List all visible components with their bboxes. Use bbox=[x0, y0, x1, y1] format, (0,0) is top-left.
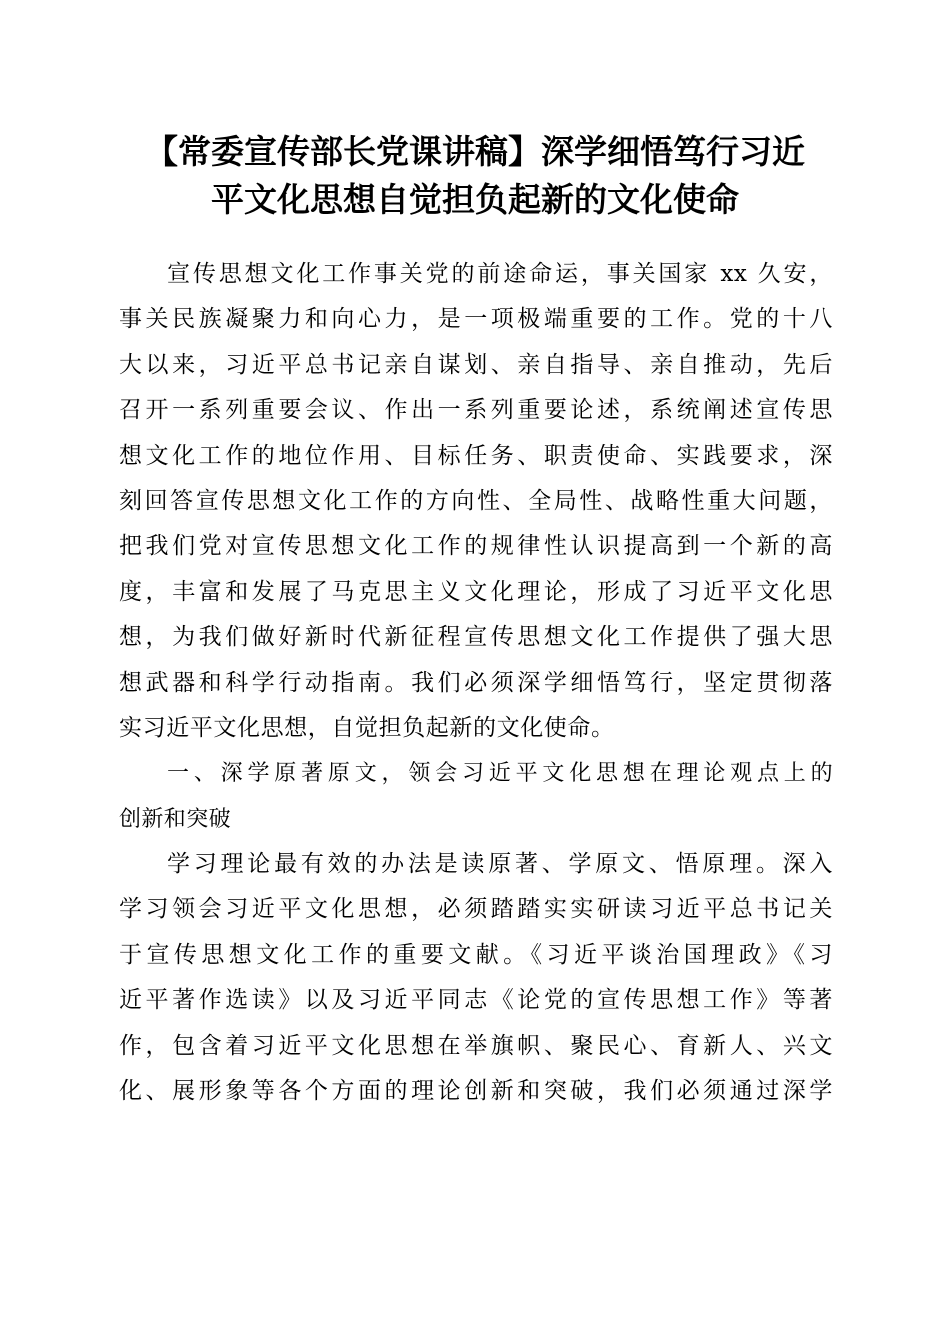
title-line: 平文化思想自觉担负起新的文化使命 bbox=[211, 180, 739, 219]
text-line: 学习理论最有效的办法是读原著、学原文、悟原理。深入 bbox=[167, 851, 833, 878]
paragraph-intro bbox=[119, 252, 833, 751]
text-line: 作，包含着习近平文化思想在举旗帜、聚民心、育新人、兴文 bbox=[119, 1032, 833, 1059]
text-line: 近平著作选读》以及习近平同志《论党的宣传思想工作》等著 bbox=[119, 987, 833, 1014]
text-line: 刻回答宣传思想文化工作的方向性、全局性、战略性重大问题， bbox=[119, 487, 833, 514]
text-line: 宣传思想文化工作事关党的前途命运，事关国家 xx 久安， bbox=[167, 261, 833, 287]
text-line: 事关民族凝聚力和向心力，是一项极端重要的工作。党的十八 bbox=[119, 306, 833, 333]
text-line: 召开一系列重要会议、作出一系列重要论述，系统阐述宣传思 bbox=[119, 397, 833, 424]
document-title bbox=[100, 128, 850, 224]
text-line: 学习领会习近平文化思想，必须踏踏实实研读习近平总书记关 bbox=[119, 896, 833, 923]
text-line: 把我们党对宣传思想文化工作的规律性认识提高到一个新的高 bbox=[119, 533, 833, 560]
section-heading-1 bbox=[119, 751, 833, 842]
text-line: 想文化工作的地位作用、目标任务、职责使命、实践要求，深 bbox=[119, 442, 833, 469]
paragraph-section-1 bbox=[119, 842, 833, 1114]
heading-line: 创新和突破 bbox=[119, 806, 232, 832]
text-line: 想武器和科学行动指南。我们必须深学细悟笃行，坚定贯彻落 bbox=[119, 669, 833, 696]
text-line: 于宣传思想文化工作的重要文献。《习近平谈治国理政》《习 bbox=[119, 941, 833, 968]
text-line: 度，丰富和发展了马克思主义文化理论，形成了习近平文化思 bbox=[119, 578, 833, 605]
text-line: 化、展形象等各个方面的理论创新和突破，我们必须通过深学 bbox=[119, 1078, 833, 1105]
title-line: 【常委宣传部长党课讲稿】深学细悟笃行习近 bbox=[145, 132, 805, 171]
text-line: 想，为我们做好新时代新征程宣传思想文化工作提供了强大思 bbox=[119, 624, 833, 651]
document-body bbox=[119, 252, 833, 1114]
text-line: 实习近平文化思想，自觉担负起新的文化使命。 bbox=[119, 714, 615, 741]
heading-line: 一、深学原著原文，领会习近平文化思想在理论观点上的 bbox=[167, 761, 833, 787]
text-line: 大以来，习近平总书记亲自谋划、亲自指导、亲自推动，先后 bbox=[119, 351, 833, 378]
